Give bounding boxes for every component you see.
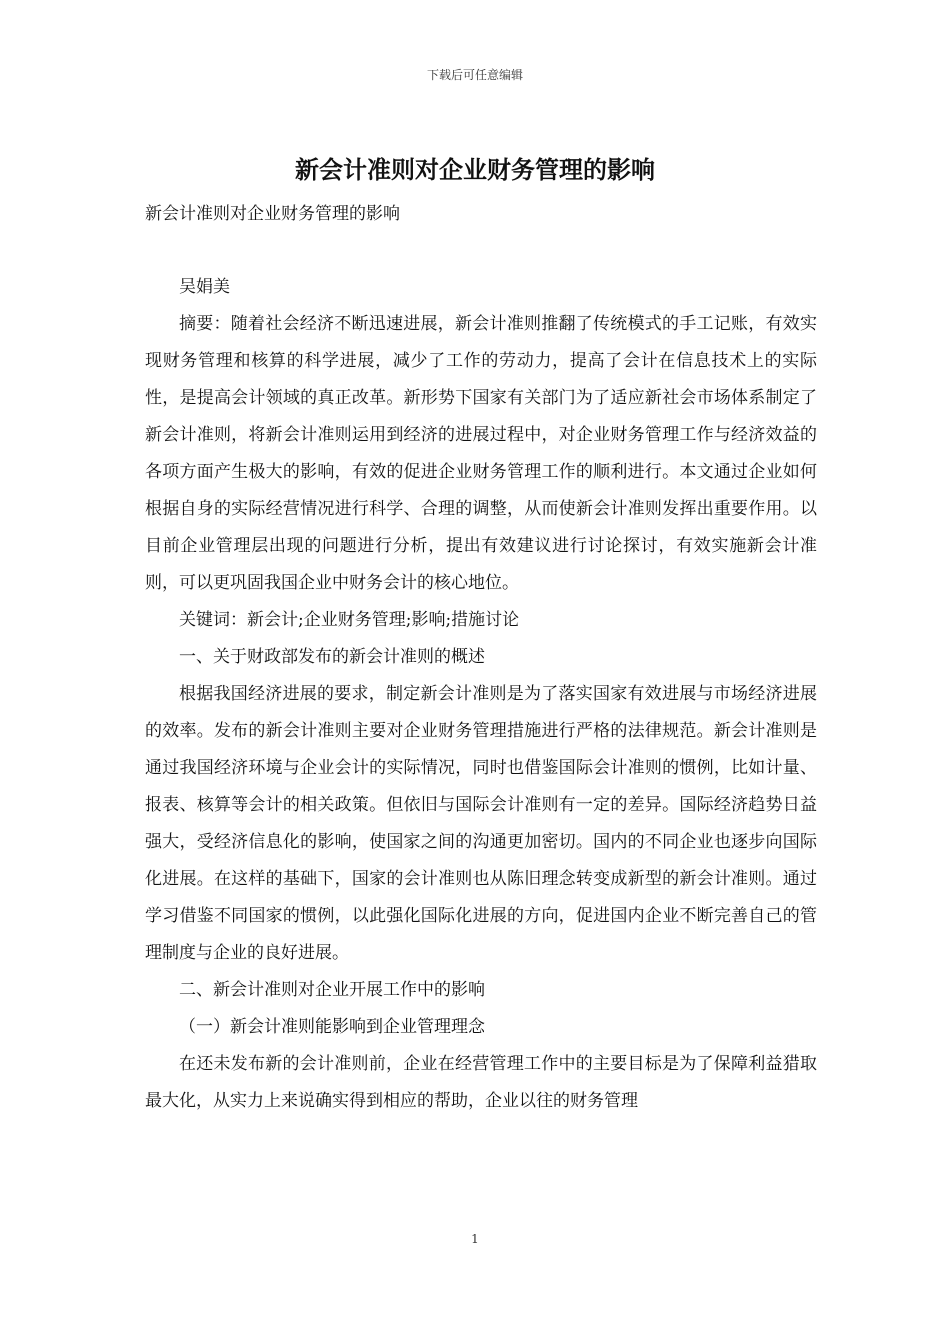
section-1-paragraph: 根据我国经济进展的要求，制定新会计准则是为了落实国家有效进展与市场经济进展的效率。发布的新会计准则主要对企业财务管理措施进行严格的法律规范。新会计准则是通过我国经济环境与企业会计的实际情况，同时也借鉴国际会计准则的惯例，比如计量、报表、核算等会计的相关政策。但依旧与国际会计准则有一定的差异。国际经济趋势日益强大，受经济信息化的影响，使国家之间的沟通更加密切。国内的不同企业也逐步向国际化进展。在这样的基础下，国家的会计准则也从陈旧理念转变成新型的新会计准则。通过学习借鉴不同国家的惯例，以此强化国际化进展的方向，促进国内企业不断完善自己的管理制度与企业的良好进展。 bbox=[145, 684, 817, 963]
section-heading-2: 二、新会计准则对企业开展工作中的影响 bbox=[179, 980, 485, 1000]
author-name: 吴娟美 bbox=[179, 277, 230, 297]
document-title: 新会计准则对企业财务管理的影响 bbox=[295, 155, 655, 184]
header-note: 下载后可任意编辑 bbox=[426, 68, 523, 82]
subsection-1-paragraph: 在还未发布新的会计准则前，企业在经营管理工作中的主要目标是为了保障利益猎取最大化，从实力上来说确实得到相应的帮助，企业以往的财务管理 bbox=[145, 1054, 817, 1111]
keywords-line: 关键词：新会计;企业财务管理;影响;措施讨论 bbox=[179, 610, 520, 630]
document-body bbox=[145, 196, 817, 1120]
page-number: 1 bbox=[471, 1232, 479, 1246]
abstract-paragraph: 摘要：随着社会经济不断迅速进展，新会计准则推翻了传统模式的手工记账，有效实现财务管理和核算的科学进展，减少了工作的劳动力，提高了会计在信息技术上的实际性，是提高会计领域的真正改革。新形势下国家有关部门为了适应新社会市场体系制定了新会计准则，将新会计准则运用到经济的进展过程中，对企业财务管理工作与经济效益的各项方面产生极大的影响，有效的促进企业财务管理工作的顺利进行。本文通过企业如何根据自身的实际经营情况进行科学、合理的调整，从而使新会计准则发挥出重要作用。以目前企业管理层出现的问题进行分析，提出有效建议进行讨论探讨，有效实施新会计准则，可以更巩固我国企业中财务会计的核心地位。 bbox=[145, 314, 817, 593]
section-heading-1: 一、关于财政部发布的新会计准则的概述 bbox=[179, 647, 485, 667]
document-subtitle: 新会计准则对企业财务管理的影响 bbox=[145, 204, 400, 224]
subsection-heading-1: （一）新会计准则能影响到企业管理理念 bbox=[179, 1017, 485, 1037]
paragraph-gap bbox=[145, 233, 817, 269]
